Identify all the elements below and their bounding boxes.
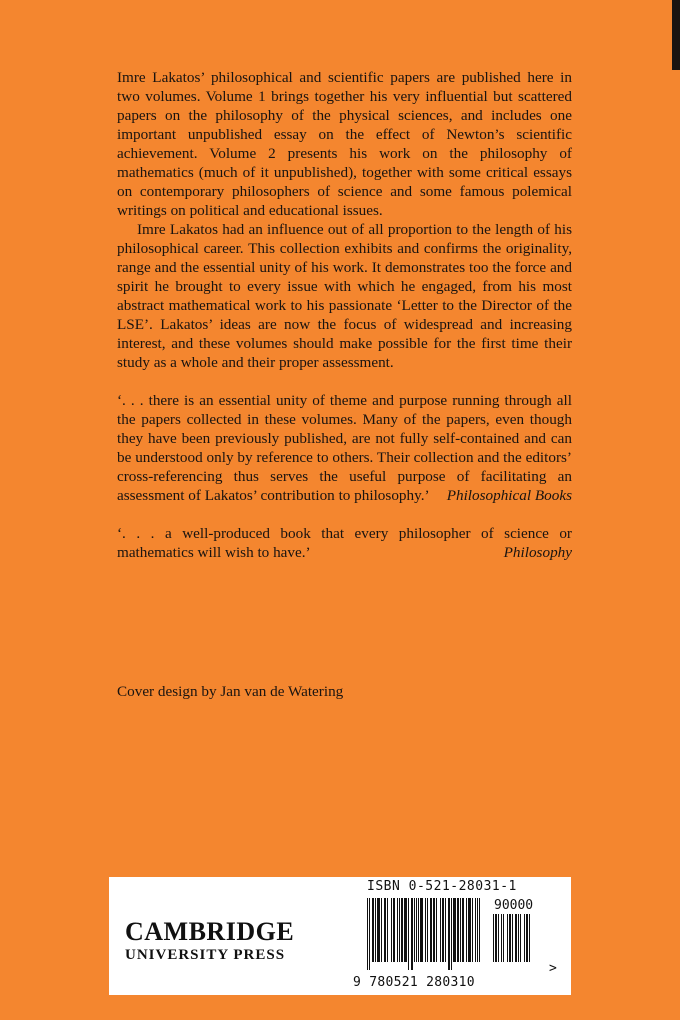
barcode-bar [448, 898, 450, 970]
publisher-logo [125, 919, 294, 964]
barcode-bar [391, 898, 392, 962]
barcode-bar [377, 898, 380, 962]
barcode-bar [520, 914, 521, 962]
barcode-bar [414, 898, 415, 962]
barcode-bar [416, 898, 417, 962]
barcode-bar [369, 898, 370, 970]
barcode-bar [436, 898, 437, 962]
barcode-bar [509, 914, 511, 962]
barcode-bar [387, 898, 388, 962]
barcode-bar [425, 898, 426, 962]
barcode-bar [475, 898, 476, 962]
barcode-bar [529, 914, 530, 962]
barcode-bar [515, 914, 517, 962]
description-paragraph-1: Imre Lakatos’ philosophical and scientific papers are published here in two volumes. Volume 1 brings together his very influential but scattered papers on the philosophy of the physical sciences, and includes one important unpublished essay on the effect of Newton’s scientific achievement. Volume 2 presents his work on the philosophy of mathematics (much of it unpublished), together with some critical essays on contemporary philosophers of science and some famous polemical writings on political and educational issues. [117, 69, 572, 219]
barcode-bar [372, 898, 374, 962]
barcode-bar [453, 898, 456, 962]
barcode-panel [109, 877, 571, 995]
cover-design-credit: Cover design by Jan van de Watering [117, 683, 344, 700]
publisher-name: CAMBRIDGE [125, 917, 295, 946]
barcode-bar [479, 898, 480, 962]
barcode-bar [518, 914, 519, 962]
barcode-bar [367, 898, 368, 970]
barcode-bar [495, 914, 497, 962]
barcode-bar [430, 898, 432, 962]
price-addon-number: 90000 [494, 898, 534, 913]
spine-edge-mark [672, 0, 680, 70]
barcode-bar [526, 914, 528, 962]
description-paragraph-2: Imre Lakatos had an influence out of all proportion to the length of his philosophical career. This collection exhibits and confirms the originality, range and the essential unity of his work. It demonstrates too the force and spirit he brought to every issue with which he engaged, from his most abstract mathematical work to his passionate ‘Letter to the Director of the LSE’. Lakatos’ ideas are now the focus of widespread and increasing interest, and these volumes should make possible for the first time their study as a whole and their proper assessment. [117, 221, 572, 371]
barcode-bar [393, 898, 395, 962]
barcode-bar [381, 898, 382, 962]
barcode-bar [442, 898, 444, 962]
quiet-zone-chevron: > [549, 961, 557, 976]
isbn-number: ISBN 0-521-28031-1 [367, 879, 517, 894]
ean-barcode [367, 898, 487, 974]
barcode-bar [451, 898, 452, 970]
barcode-bar [384, 898, 386, 962]
barcode-bar [440, 898, 441, 962]
review-quote-text: ‘. . . there is an essential unity of theme and purpose running through all the papers collected in these volumes. Many of the papers, even though they have been previously published, are not fully self-contained and can be understood only by reference to others. Their collection and the editors’ cross-referencing thus serves the useful purpose of facilitating an assessment of Lakatos’ contribution to philosophy.’ [117, 392, 572, 504]
barcode-bar [433, 898, 435, 962]
barcode-bar [460, 898, 461, 962]
barcode-bar [375, 898, 376, 962]
back-cover-text [117, 68, 572, 562]
ean-digits: 9 780521 280310 [353, 975, 475, 990]
barcode-bar [493, 914, 494, 962]
barcode-bar [420, 898, 423, 962]
barcode-bar [503, 914, 504, 962]
barcode-bar [401, 898, 403, 962]
barcode-bar [427, 898, 428, 962]
review-source-2: Philosophy [503, 544, 572, 561]
barcode-bar [472, 898, 473, 962]
barcode-bar [408, 898, 409, 970]
barcode-bar [512, 914, 513, 962]
barcode-bar [411, 898, 413, 970]
barcode-bar [468, 898, 471, 962]
publisher-subname: UNIVERSITY PRESS [125, 947, 286, 963]
barcode-bar [462, 898, 464, 962]
barcode-bar [466, 898, 467, 962]
barcode-bar [404, 898, 407, 962]
barcode-bar [501, 914, 502, 962]
barcode-bar [457, 898, 459, 962]
barcode-bar [524, 914, 525, 962]
barcode-bar [477, 898, 478, 962]
barcode-bar [498, 914, 499, 962]
barcode-bar [418, 898, 419, 962]
addon-barcode [493, 914, 545, 974]
review-quote-text: ‘. . . a well-produced book that every philosopher of science or mathematics will wish to have.’ [117, 525, 572, 561]
review-source-1: Philosophical Books [446, 487, 572, 504]
barcode-bar [445, 898, 446, 962]
barcode-bar [507, 914, 508, 962]
barcode-bar [397, 898, 398, 962]
barcode-bar [399, 898, 400, 962]
